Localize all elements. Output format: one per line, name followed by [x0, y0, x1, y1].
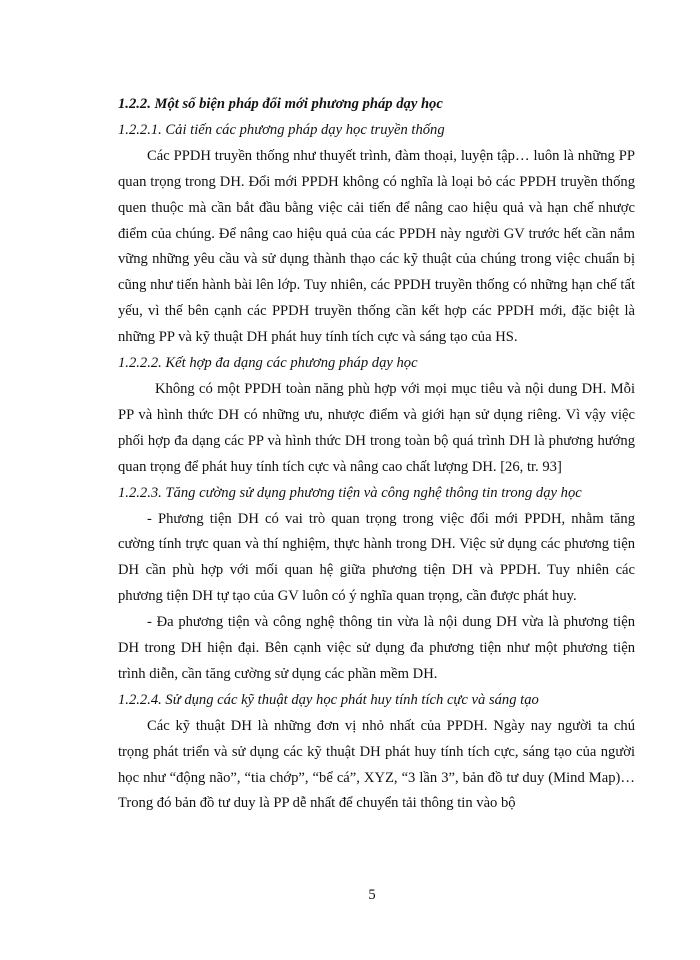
- subsection-title-4: 1.2.2.4. Sử dụng các kỹ thuật dạy học phát huy tính tích cực và sáng tạo: [118, 691, 539, 708]
- section-heading: 1.2.2. Một số biện pháp đổi mới phương pháp dạy học: [118, 96, 443, 112]
- paragraph: - Phương tiện DH có vai trò quan trọng trong việc đổi mới PPDH, nhằm tăng cường tính trực quan và thí nghiệm, thực hành trong DH. Việc sử dụng các phương tiện DH cần phù hợp với mối quan hệ giữa phương tiện DH và PPDH. Tuy nhiên các phương tiện DH tự tạo của GV luôn có ý nghĩa quan trọng, cần được phát huy.: [118, 510, 635, 605]
- paragraph: Các kỹ thuật DH là những đơn vị nhỏ nhất của PPDH. Ngày nay người ta chú trọng phát triển và sử dụng các kỹ thuật DH phát huy tính tích cực, sáng tạo của người học như “động não”, “tia chớp”, “bể cá”, XYZ, “3 lần 3”, bản đồ tư duy (Mind Map)… Trong đó bản đồ tư duy là PP dễ nhất để chuyển tải thông tin vào bộ: [118, 717, 635, 812]
- page-number: 5: [368, 887, 376, 903]
- subsection-title-3: 1.2.2.3. Tăng cường sử dụng phương tiện và công nghệ thông tin trong dạy học: [118, 484, 582, 501]
- paragraph: - Đa phương tiện và công nghệ thông tin vừa là nội dung DH vừa là phương tiện DH trong DH hiện đại. Bên cạnh việc sử dụng đa phương tiện như một phương tiện trình diễn, cần tăng cường sử dụng các phần mềm DH.: [118, 614, 635, 682]
- paragraph: Các PPDH truyền thống như thuyết trình, đàm thoại, luyện tập… luôn là những PP quan trọng trong DH. Đổi mới PPDH không có nghĩa là loại bỏ các PPDH truyền thống quen thuộc mà cần bắt đầu bằng việc cải tiến để nâng cao hiệu quả và hạn chế nhược điểm của chúng. Để nâng cao hiệu quả của các PPDH này người GV trước hết cần nắm vững những yêu cầu và sử dụng thành thạo các kỹ thuật của chúng trong việc chuẩn bị cũng như tiến hành bài lên lớp. Tuy nhiên, các PPDH truyền thống có những hạn chế tất yếu, vì thế bên cạnh các PPDH truyền thống cần kết hợp các PPDH mới, đặc biệt là những PP và kỹ thuật DH phát huy tính tích cực và sáng tạo của HS.: [118, 147, 635, 346]
- subsection-title-2: 1.2.2.2. Kết hợp đa dạng các phương pháp dạy học: [118, 355, 418, 372]
- page-content: [118, 92, 635, 817]
- subsection-title-1: 1.2.2.1. Cải tiến các phương pháp dạy học truyền thống: [118, 121, 445, 138]
- paragraph: Không có một PPDH toàn năng phù hợp với mọi mục tiêu và nội dung DH. Mỗi PP và hình thức DH có những ưu, nhược điểm và giới hạn sử dụng riêng. Vì vậy việc phối hợp đa dạng các PP và hình thức DH trong toàn bộ quá trình DH là phương hướng quan trọng để phát huy tính tích cực và nâng cao chất lượng DH. [26, tr. 93]: [118, 380, 635, 475]
